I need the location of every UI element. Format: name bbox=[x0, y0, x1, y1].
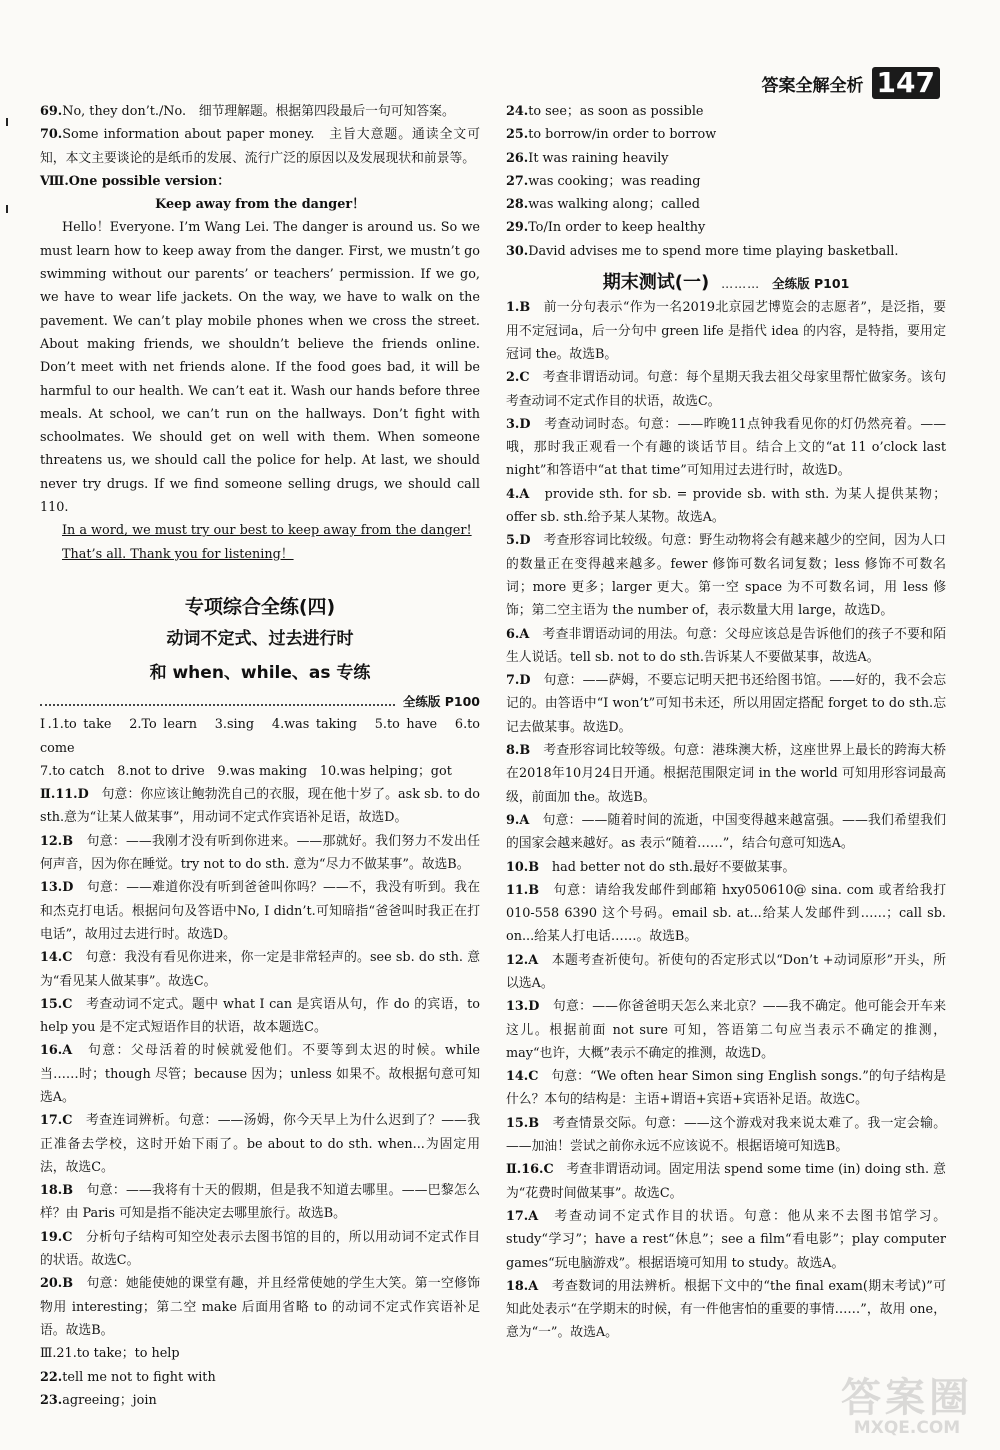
answer-text: 句意：你应该让鲍勃洗自己的衣服，现在他十岁了。ask sb. to do sth.意为“让某人做某事”，用动词不定式作宾语补足语，故选D。 bbox=[40, 787, 480, 826]
answer-text: 句意：——难道你没有听到爸爸叫你吗？——不，我没有听到。我在和杰克打电话。根据问句及答语中No, I didn’t.可知暗指“爸爸叫时我正在打电话”，故用过去进行时。故选D。 bbox=[40, 880, 480, 942]
answer-text: 考查动词时态。句意：——昨晚11点钟我看见你的灯仍然亮着。——哦，那时我正观看一个有趣的谈话节目。结合上文的“at 11 o’clock last night”和答语中“at that time”可知用过去进行时，故选D。 bbox=[506, 416, 946, 479]
answer-item bbox=[506, 216, 946, 239]
answer-text: 考查非谓语动词。固定用法 spend some time (in) doing sth. 意为“花费时间做某事”。故选C。 bbox=[506, 1162, 946, 1201]
right-column bbox=[506, 100, 946, 1345]
answer-item bbox=[40, 830, 480, 877]
answer-text: 句意：——你爸爸明天怎么来北京？——我不确定。他可能会开车来这儿。根据前面 not sure 可知，答语第二句应当表示不确定的推测，may“也许，大概”表示不确定的推测，故选D。 bbox=[506, 999, 946, 1061]
answer-item bbox=[40, 713, 480, 760]
answer-item bbox=[40, 1366, 480, 1389]
answer-number: 29. bbox=[506, 220, 529, 236]
answer-number: 22. bbox=[40, 1369, 63, 1385]
answer-item bbox=[506, 879, 946, 949]
answer-item bbox=[40, 1389, 480, 1412]
answer-item bbox=[40, 1109, 480, 1179]
answer-number: 27. bbox=[506, 173, 529, 189]
section-reference bbox=[40, 690, 480, 713]
answer-number: 17.C bbox=[40, 1113, 73, 1129]
answer-item bbox=[506, 413, 946, 483]
answer-item bbox=[506, 1205, 946, 1275]
answer-text: David advises me to spend more time playing basketball. bbox=[528, 243, 899, 259]
answer-text: 考查形容词比较级。句意：野生动物将会有越来越少的空间，因为人口的数量正在变得越来越多。fewer 修饰可数名词复数；less 修饰不可数名词；more 更多；larger 更大。第一空 space 为不可数名词，用 less 修饰；第二空主语为 the number of，表示数量大用 large，故选D。 bbox=[506, 533, 946, 619]
answer-item bbox=[506, 1158, 946, 1205]
answer-text: provide sth. for sb. = provide sb. with sth. 为某人提供某物；offer sb. sth.给予某人某物。故选A。 bbox=[506, 486, 946, 526]
answer-number: 16.A bbox=[40, 1043, 73, 1059]
answer-number: 19.C bbox=[40, 1229, 73, 1245]
answer-number: 13.D bbox=[40, 880, 74, 896]
page-number: 147 bbox=[872, 67, 940, 99]
answer-number: 25. bbox=[506, 127, 529, 143]
essay-paragraph: That’s all. Thank you for listening！ bbox=[62, 546, 294, 562]
answer-number: 11.B bbox=[506, 882, 540, 898]
answer-number: 5.D bbox=[506, 533, 531, 549]
answer-item bbox=[506, 240, 946, 263]
essay-title: Keep away from the danger！ bbox=[155, 197, 365, 213]
answer-number: 18.A bbox=[506, 1278, 539, 1294]
answer-number: 15.C bbox=[40, 996, 73, 1012]
answer-item bbox=[40, 783, 480, 830]
answer-number: 20.B bbox=[40, 1276, 74, 1292]
answer-text: 句意：她能使她的课堂有趣，并且经常使她的学生大笑。第一空修饰物用 interesting；第二空 make 后面用省略 to 的动词不定式作宾语补足语。故选B。 bbox=[40, 1276, 480, 1338]
answer-number: 12.B bbox=[40, 833, 74, 849]
answer-number: 28. bbox=[506, 197, 529, 213]
answer-item bbox=[506, 366, 946, 413]
answer-number: Ⅱ.11.D bbox=[40, 787, 89, 803]
answer-item bbox=[40, 876, 480, 946]
answer-text: 考查动词不定式。题中 what I can 是宾语从句，作 do 的宾语，to help you 是不定式短语作目的状语，故本题选C。 bbox=[40, 996, 480, 1036]
essay-paragraph: Hello！Everyone. I’m Wang Lei. The danger is around us. So we must learn how to keep away from the danger. First, we mustn’t go swimming without our parents’ or teachers’ permission. If we go, we have to wear life jackets. On the way, we have to walk on the pavement. We can’t play mobile phones when we cross the street. About making friends, we shouldn’t believe the friends online. Don’t meet with net friends alone. If the food goes bad, it will be harmful to our health. We can’t eat it. Wash our hands before three meals. At school, we can’t run on the hallways. Don’t fight with schoolmates. We should get on well with them. When someone threatens us, we should call the police for help. At last, we should never try drugs. If we find someone selling drugs, we should call 110. bbox=[40, 220, 480, 516]
section-subtitle: 动词不定式、过去进行时 bbox=[166, 628, 354, 649]
answer-text: 本题考查祈使句。祈使句的否定形式以“Don’t +动词原形”开头，所以选A。 bbox=[506, 952, 946, 991]
answer-text: It was raining heavily bbox=[528, 150, 669, 166]
answer-text: tell me not to fight with bbox=[62, 1369, 216, 1385]
answer-item bbox=[506, 949, 946, 996]
answer-number: Ⅱ.16.C bbox=[506, 1162, 554, 1178]
answer-item bbox=[506, 809, 946, 856]
answer-text: to borrow/in order to borrow bbox=[528, 127, 717, 143]
header-title: 答案全解全析 bbox=[761, 75, 864, 96]
answer-item bbox=[40, 946, 480, 993]
answer-text: 句意：——我刚才没有听到你进来。——那就好。我们努力不发出任何声音，因为你在睡觉。try not to do sth. 意为“尽力不做某事”。故选B。 bbox=[40, 833, 480, 873]
final-test-heading bbox=[506, 271, 946, 296]
answer-item bbox=[506, 123, 946, 146]
answer-item: 70.Some information about paper money. 主旨大意题。通读全文可知，本文主要谈论的是纸币的发展、流行广泛的原因以及发展现状和前景等。 bbox=[40, 127, 480, 166]
answer-text: was walking along；called bbox=[528, 197, 700, 213]
answer-number: 23. bbox=[40, 1392, 63, 1408]
answer-text: 句意：——我将有十天的假期，但是我不知道去哪里。——巴黎怎么样？由 Paris 可知是指不能决定去哪里旅行。故选B。 bbox=[40, 1183, 480, 1222]
answer-number: 10.B bbox=[506, 859, 540, 875]
answer-number: 30. bbox=[506, 243, 529, 259]
answer-number: 26. bbox=[506, 150, 529, 166]
answer-item bbox=[506, 669, 946, 739]
answer-text: to see；as soon as possible bbox=[528, 104, 704, 119]
answer-number: 4.A bbox=[506, 486, 530, 502]
answer-item bbox=[40, 1179, 480, 1226]
left-column bbox=[40, 100, 480, 1412]
answer-item bbox=[40, 1272, 480, 1342]
answer-item bbox=[40, 760, 480, 783]
answer-number: 14.C bbox=[506, 1069, 539, 1085]
answer-text: 考查动词不定式作目的状语。句意：他从来不去图书馆学习。study“学习”；have a rest“休息”；see a film“看电影”；play computer games“玩电脑游戏”。根据语境可知用 to study。故选A。 bbox=[506, 1208, 946, 1271]
watermark-logo bbox=[832, 1375, 982, 1438]
answer-number: 1.B bbox=[506, 300, 531, 316]
answer-item bbox=[40, 1039, 480, 1109]
answer-text: 句意：我没有看见你进来，你一定是非常轻声的。see sb. do sth. 意为“看见某人做某事”。故选C。 bbox=[40, 950, 480, 989]
section-ref-text: 全练版 P100 bbox=[402, 693, 480, 709]
answer-item bbox=[506, 1112, 946, 1159]
answer-item bbox=[40, 993, 480, 1040]
answer-text: To/In order to keep healthy bbox=[528, 220, 706, 236]
answer-item bbox=[40, 1226, 480, 1273]
answer-item: 69.No, they don’t./No. 细节理解题。根据第四段最后一句可知答案。 bbox=[40, 104, 455, 119]
answer-number: 14.C bbox=[40, 950, 73, 966]
answer-number: 3.D bbox=[506, 416, 531, 432]
answer-item bbox=[40, 1342, 480, 1365]
answer-item bbox=[506, 623, 946, 670]
right-answer-list bbox=[506, 296, 946, 1344]
answer-item bbox=[506, 296, 946, 366]
answer-item bbox=[506, 170, 946, 193]
right-top-list bbox=[506, 100, 946, 263]
answer-text: 考查非谓语动词的用法。句意：父母应该总是告诉他们的孩子不要和陌生人说话。tell sb. not to do sth.告诉某人不要做某事，故选A。 bbox=[506, 626, 946, 665]
answer-item bbox=[506, 1275, 946, 1345]
answer-item bbox=[506, 100, 946, 123]
answer-item bbox=[506, 1065, 946, 1112]
answer-number: 18.B bbox=[40, 1183, 74, 1199]
answer-text: Ⅲ.21.to take；to help bbox=[40, 1346, 180, 1362]
answer-number: 7.D bbox=[506, 673, 531, 689]
answer-item bbox=[506, 529, 946, 622]
answer-text: 7.to catch 8.not to drive 9.was making 10.was helping；got bbox=[40, 763, 452, 779]
answer-text: 句意：父母活着的时候就爱他们。不要等到太迟的时候。while 当……时；though 尽管；because 因为；unless 如果不。故根据句意可知选A。 bbox=[40, 1043, 480, 1105]
leader-dots: ……… bbox=[721, 277, 761, 292]
answer-text: 考查连词辨析。句意：——汤姆，你今天早上为什么迟到了？——我正准备去学校，这时开始下雨了。be about to do sth. when...为固定用法，故选C。 bbox=[40, 1113, 480, 1175]
answer-text: 句意：请给我发邮件到邮箱 hxy050610@ sina. com 或者给我打010-558 6390 这个号码。email sb. at...给某人发邮件到……；call sb. on...给某人打电话……。故选B。 bbox=[506, 882, 946, 945]
answer-text: was cooking；was reading bbox=[528, 173, 701, 189]
answer-number: 9.A bbox=[506, 812, 530, 828]
answer-item bbox=[506, 147, 946, 170]
answer-number: 13.D bbox=[506, 999, 540, 1015]
section-ref-text: 全练版 P101 bbox=[772, 276, 850, 292]
answer-text: agreeing；join bbox=[62, 1392, 157, 1408]
answer-text: 考查数词的用法辨析。根据下文中的“the final exam(期末考试)”可知此处表示“在学期末的时候，有一件他害怕的重要的事情……”，故用 one，意为“一”。故选A。 bbox=[506, 1278, 946, 1341]
section-subtitle: 和 when、while、as 专练 bbox=[149, 662, 371, 683]
answer-number: 17.A bbox=[506, 1208, 539, 1224]
answer-text: Ⅰ.1.to take 2.To learn 3.sing 4.was taking 5.to have 6.to come bbox=[40, 717, 480, 756]
answer-number: 24. bbox=[506, 104, 529, 119]
answer-number: 15.B bbox=[506, 1115, 540, 1131]
left-answer-list bbox=[40, 713, 480, 1412]
answer-item bbox=[506, 739, 946, 809]
answer-text: 考查情景交际。句意：——这个游戏对我来说太难了。我一定会输。——加油！尝试之前你永远不应该说不。根据语境可知选B。 bbox=[506, 1115, 946, 1155]
answer-item bbox=[506, 856, 946, 879]
margin-mark bbox=[6, 118, 8, 126]
answer-item bbox=[506, 995, 946, 1065]
answer-number: 8.B bbox=[506, 743, 531, 759]
section-title: 期末测试(一) bbox=[602, 272, 710, 294]
watermark-top: 答案圈 bbox=[841, 1375, 973, 1421]
page-header bbox=[762, 66, 940, 100]
leader-dots bbox=[40, 694, 395, 706]
answer-text: 考查形容词比较等级。句意：港珠澳大桥，这座世界上最长的跨海大桥在2018年10月24日开通。根据范围限定词 in the world 可知用形容词最高级，前面加 the。故选B。 bbox=[506, 743, 946, 805]
answer-text: 前一分句表示“作为一名2019北京园艺博览会的志愿者”，是泛指，要用不定冠词a，后一分句中 green life 是指代 idea 的内容，是特指，要用定冠词 the。故选B。 bbox=[506, 300, 946, 362]
watermark-bottom: MXQE.COM bbox=[853, 1418, 961, 1438]
answer-text: 考查非谓语动词。句意：每个星期天我去祖父母家里帮忙做家务。该句考查动词不定式作目的状语，故选C。 bbox=[506, 370, 946, 409]
answer-item bbox=[506, 193, 946, 216]
answer-text: had better not do sth.最好不要做某事。 bbox=[539, 859, 796, 875]
margin-mark bbox=[6, 205, 8, 213]
section-title: 专项综合全练(四) bbox=[184, 595, 336, 618]
essay-label: Ⅷ.One possible version： bbox=[40, 173, 230, 189]
answer-number: 6.A bbox=[506, 626, 530, 642]
essay-paragraph: In a word, we must try our best to keep away from the danger! bbox=[62, 523, 472, 539]
answer-number: 12.A bbox=[506, 952, 539, 968]
answer-text: 分析句子结构可知空处表示去图书馆的目的，所以用动词不定式作目的状语。故选C。 bbox=[40, 1229, 480, 1269]
answer-text: 句意：——随着时间的流逝，中国变得越来越富强。——我们希望我们的国家会越来越好。as 表示“随着……”，结合句意可知选A。 bbox=[506, 812, 946, 852]
answer-number: 2.C bbox=[506, 370, 530, 386]
answer-item bbox=[506, 483, 946, 530]
answer-text: 句意：——萨姆，不要忘记明天把书还给图书馆。——好的，我不会忘记的。由答语中“I won’t”可知书未还，所以用固定搭配 forget to do sth.忘记去做某事。故选D。 bbox=[506, 673, 946, 735]
answer-text: 句意：“We often hear Simon sing English songs.”的句子结构是什么？本句的结构是：主语+谓语+宾语+宾语补足语。故选C。 bbox=[506, 1069, 946, 1108]
